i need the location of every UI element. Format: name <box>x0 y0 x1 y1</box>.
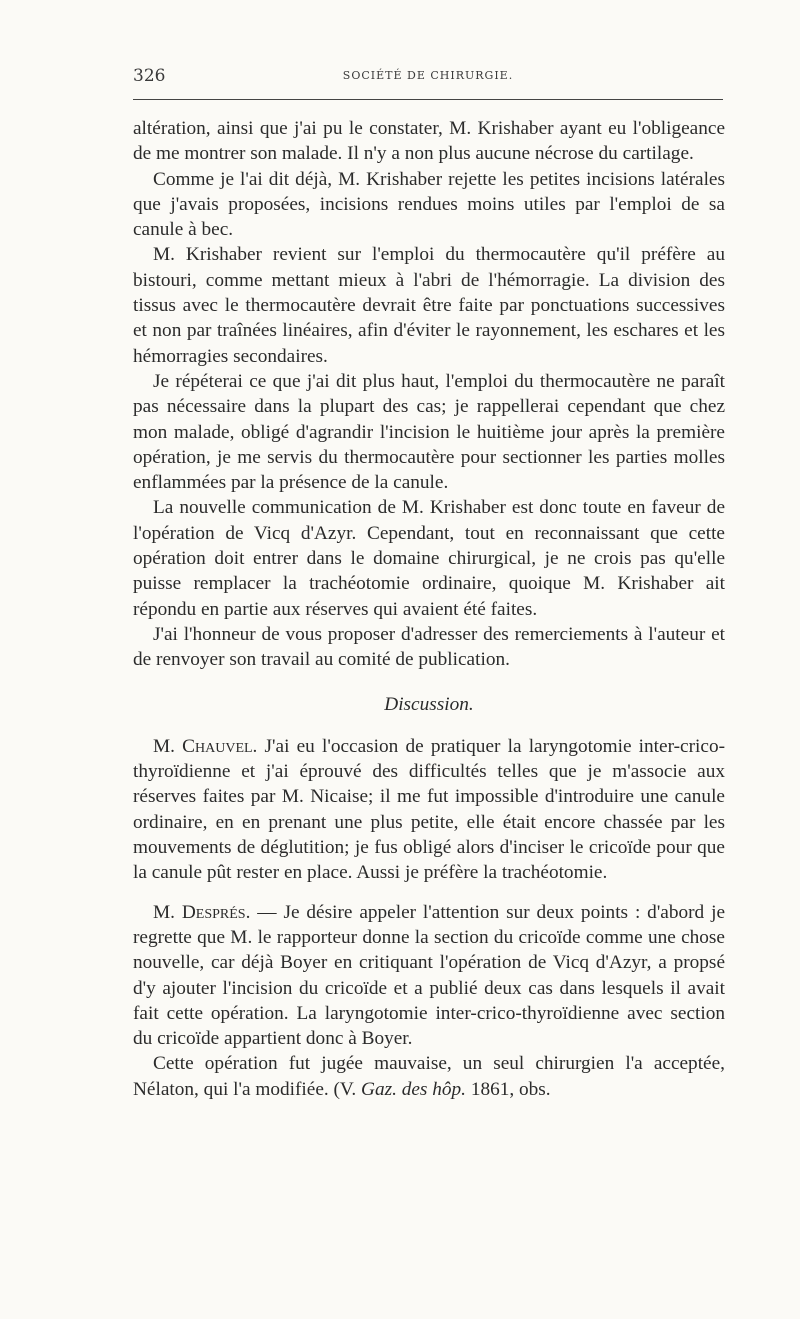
speaker-despres: M. Després. <box>153 901 251 923</box>
paragraph-4: Je répéterai ce que j'ai dit plus haut, l'emploi du thermocautère ne paraît pas nécessaire dans la plupart des cas; je rappellerai cependant que chez mon malade, obligé d'agrandir l'incision le huitième jour après la première opération, je me servis du thermocautère pour sectionner les parties molles enflammées par la présence de la canule. <box>133 370 725 494</box>
discussion-heading: Discussion. <box>384 693 474 715</box>
header-rule <box>133 99 723 100</box>
paragraph-6: J'ai l'honneur de vous proposer d'adresser des remerciements à l'auteur et de renvoyer son travail au comité de publication. <box>133 623 725 671</box>
last-text-before: Cette opération fut jugée mauvaise, un seul chirurgien l'a acceptée, Nélaton, qui l'a modifiée. (V. <box>133 1053 725 1100</box>
last-paragraph <box>133 1051 725 1102</box>
speaker-chauvel: M. Chauvel. <box>153 735 258 757</box>
last-text-after: 1861, obs. <box>466 1078 551 1100</box>
paragraph-3: M. Krishaber revient sur l'emploi du thermocautère qu'il préfère au bistouri, comme mettant mieux à l'abri de l'hémorragie. La division des tissus avec le thermocautère devrait être faite par ponctuations successives et non par traînées linéaires, afin d'éviter le rayonnement, les eschares et les hémorragies secondaires. <box>133 244 725 367</box>
paragraph-1: altération, ainsi que j'ai pu le constater, M. Krishaber ayant eu l'obligeance de me montrer son malade. Il n'y a non plus aucune nécrose du cartilage. <box>133 118 725 165</box>
despres-text: — Je désire appeler l'attention sur deux points : d'abord je regrette que M. le rapporteur donne la section du cricoïde comme une chose nouvelle, car déjà Boyer en critiquant l'opération de Vicq d'Azyr, a propsé d'y ajouter l'incision du cricoïde et a publié deux cas dans lesquels il avait fait cette opération. La laryngotomie inter-crico-thyroïdienne avec section du cricoïde appartient donc à Boyer. <box>133 901 725 1050</box>
page-number: 326 <box>133 66 166 86</box>
journal-citation: Gaz. des hôp. <box>361 1078 466 1100</box>
despres-paragraph <box>133 900 725 1052</box>
chauvel-text: J'ai eu l'occasion de pratiquer la laryngotomie inter-crico-thyroïdienne et j'ai éprouvé des difficultés telles que je m'associe aux réserves faites par M. Nicaise; il me fut impossible d'introduire une canule ordinaire, en en prenant une plus petite, elle était encore chassée par les mouvements de déglutition; je fus obligé alors d'inciser le cricoïde pour que la canule pût rester en place. Aussi je préfère la trachéotomie. <box>133 735 726 884</box>
page-header <box>133 66 723 88</box>
body-text <box>133 116 725 1102</box>
paragraph-2: Comme je l'ai dit déjà, M. Krishaber rejette les petites incisions latérales que j'avais proposées, incisions rendues moins utiles par l'emploi de sa canule à bec. <box>133 168 725 241</box>
running-title: SOCIÉTÉ DE CHIRURGIE. <box>342 69 514 82</box>
chauvel-paragraph <box>133 734 725 886</box>
paragraph-5: La nouvelle communication de M. Krishaber est donc toute en faveur de l'opération de Vicq d'Azyr. Cependant, tout en reconnaissant que cette opération doit entrer dans le domaine chirurgical, je ne crois pas qu'elle puisse remplacer la trachéotomie ordinaire, quoique M. Krishaber ait répondu en partie aux réserves qui avaient été faites. <box>133 497 725 620</box>
paragraph-gap <box>133 886 725 900</box>
